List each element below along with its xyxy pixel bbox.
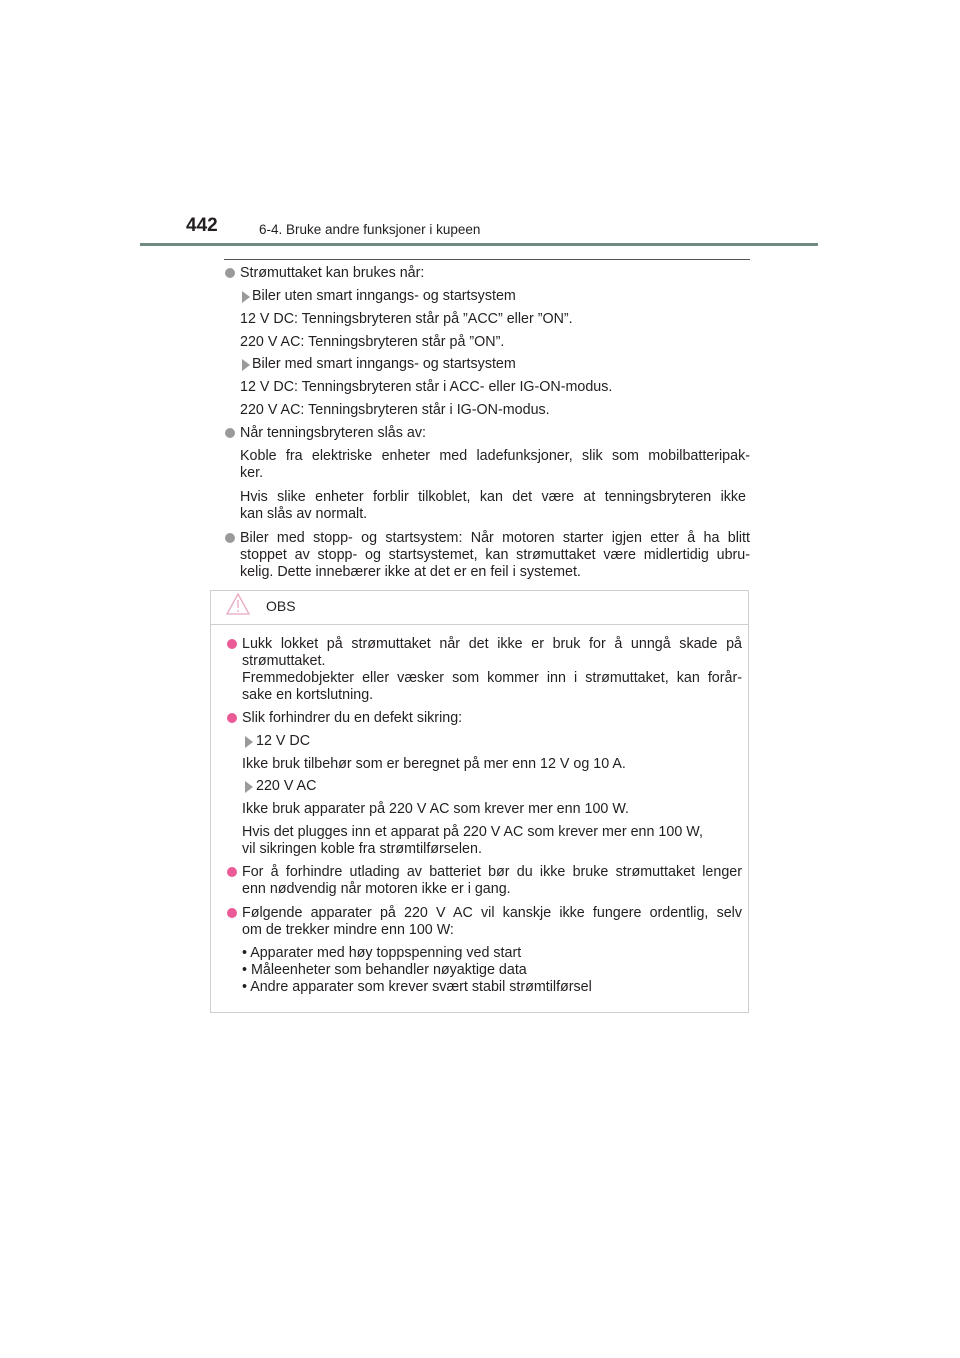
header-rule [140,243,818,246]
arrow-right-icon [242,291,250,303]
bullet-icon [227,908,237,918]
warning-triangle-icon [226,593,250,615]
bullet-icon [225,428,235,438]
content-rule [224,259,750,260]
paragraph-line: Hvis det plugges inn et apparat på 220 V AC som krever mer enn 100 W, [242,824,703,840]
bullet-icon [225,533,235,543]
paragraph-line: For å forhindre utlading av batteriet bør du ikke bruke strømuttaket lenger [242,864,742,880]
list-item: • Apparater med høy toppspenning ved start [242,945,522,961]
paragraph-line: 220 V AC: Tenningsbryteren står på ”ON”. [240,334,505,350]
section-title: 6-4. Bruke andre funksjoner i kupeen [259,222,481,237]
subsection-title: 220 V AC [256,778,317,794]
bullet-icon [227,713,237,723]
subsection-title: 12 V DC [256,733,311,749]
paragraph-line: Koble fra elektriske enheter med ladefunksjoner, slik som mobilbatteripak- [240,448,750,464]
paragraph-line: 12 V DC: Tenningsbryteren står i ACC- eller IG-ON-modus. [240,379,613,395]
bullet-text: Når tenningsbryteren slås av: [240,425,426,441]
paragraph-line: kan slås av normalt. [240,506,368,522]
paragraph-line: kelig. Dette innebærer ikke at det er en feil i systemet. [240,564,581,580]
arrow-right-icon [245,781,253,793]
list-item: • Måleenheter som behandler nøyaktige data [242,962,527,978]
bullet-text: Slik forhindrer du en defekt sikring: [242,710,463,726]
bullet-icon [227,639,237,649]
paragraph-line: Følgende apparater på 220 V AC vil kanskje ikke fungere ordentlig, selv [242,905,742,921]
paragraph-line: enn nødvendig når motoren ikke er i gang. [242,881,511,897]
paragraph-line: Hvis slike enheter forblir tilkoblet, kan det være at tenningsbryteren ikke [240,489,746,505]
paragraph-line: Lukk lokket på strømuttaket når det ikke er bruk for å unngå skade på [242,636,742,652]
paragraph-line: strømuttaket. [242,653,326,669]
paragraph-line: Ikke bruk tilbehør som er beregnet på mer enn 12 V og 10 A. [242,756,626,772]
paragraph-line: 220 V AC: Tenningsbryteren står i IG-ON-modus. [240,402,550,418]
bullet-icon [227,867,237,877]
arrow-right-icon [245,736,253,748]
paragraph-line: Fremmedobjekter eller væsker som kommer inn i strømuttaket, kan forår- [242,670,742,686]
paragraph-line: vil sikringen koble fra strømtilførselen. [242,841,482,857]
paragraph-line: 12 V DC: Tenningsbryteren står på ”ACC” eller ”ON”. [240,311,573,327]
bullet-text: Strømuttaket kan brukes når: [240,265,425,281]
page-number: 442 [186,215,218,236]
paragraph-line: om de trekker mindre enn 100 W: [242,922,454,938]
subsection-title: Biler med smart inngangs- og startsystem [252,356,516,372]
obs-label: OBS [266,598,296,614]
arrow-right-icon [242,359,250,371]
paragraph-line: sake en kortslutning. [242,687,374,703]
paragraph-line: stoppet av stopp- og startsystemet, kan strømuttaket være midlertidig ubru- [240,547,750,563]
bullet-icon [225,268,235,278]
paragraph-line: Biler med stopp- og startsystem: Når motoren starter igjen etter å ha blitt [240,530,750,546]
subsection-title: Biler uten smart inngangs- og startsystem [252,288,516,304]
obs-header-rule [210,624,749,625]
paragraph-line: ker. [240,465,264,481]
paragraph-line: Ikke bruk apparater på 220 V AC som krever mer enn 100 W. [242,801,629,817]
list-item: • Andre apparater som krever svært stabil strømtilførsel [242,979,592,995]
